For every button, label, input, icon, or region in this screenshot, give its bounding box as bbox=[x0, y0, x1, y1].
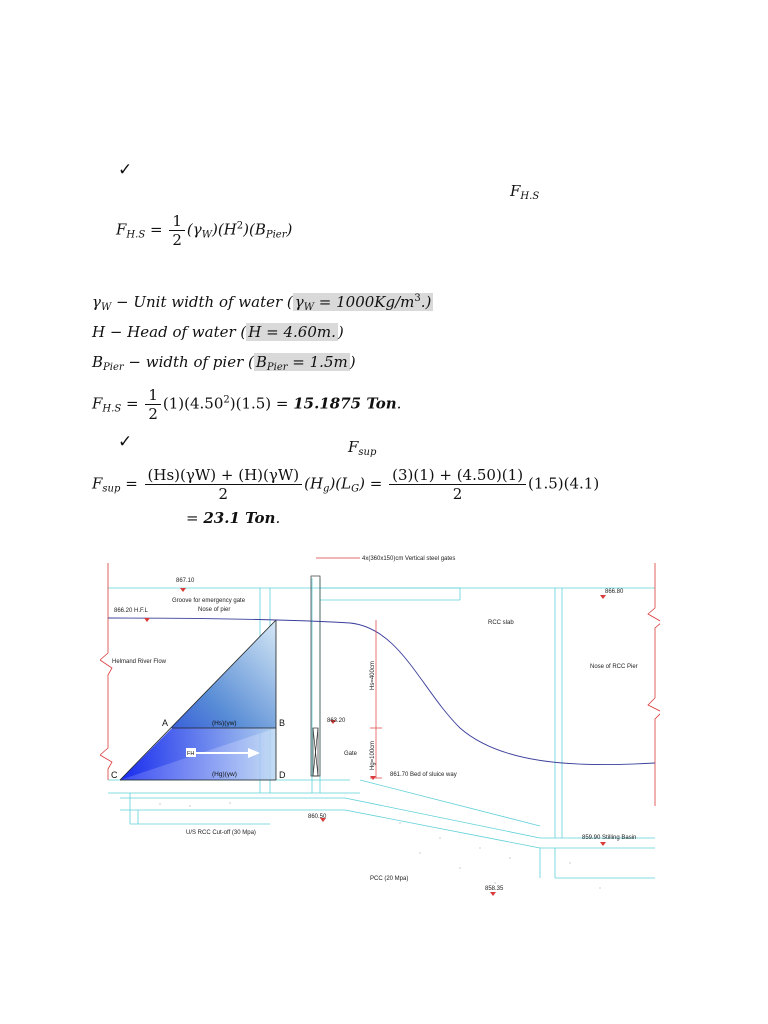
equation-fhs-result: $F_{H.S}$ = $\frac{1}{2}$ $(1)(4.50^2)(1.5) = 15.1875$ Ton. bbox=[92, 386, 402, 423]
point-d: D bbox=[279, 770, 286, 780]
label-level-866-80: 866.80 bbox=[605, 589, 624, 595]
equation-fsup-result: = 23.1 Ton. bbox=[186, 509, 281, 527]
checkmark-2: ✓ bbox=[118, 432, 133, 452]
point-a: A bbox=[162, 718, 169, 728]
label-vertical-steel-gates: 4x(360x150)cm Vertical steel gates bbox=[362, 556, 456, 562]
equation-fhs-formula: $F_{H.S}$ = $\frac{1}{2}$ $(\gamma_W)(H^2)(B_{Pier})$ bbox=[116, 212, 293, 249]
label-level-867: 867.10 bbox=[176, 578, 195, 584]
label-stilling-basin: 859.90 Stilling Basin bbox=[582, 835, 637, 841]
label-hg-gamma-w: (Hg)(γw) bbox=[212, 771, 237, 778]
label-level-860: 860.50 bbox=[308, 814, 327, 820]
sluice-cross-section-drawing bbox=[100, 548, 660, 908]
label-us-rcc-cutoff: U/S RCC Cut-off (30 Mpa) bbox=[186, 830, 256, 836]
point-c: C bbox=[111, 770, 118, 780]
label-groove-emergency-gate: Groove for emergency gate bbox=[172, 598, 246, 604]
definition-gamma: $\gamma_W$ − Unit width of water ( $\gamma_W = 1000Kg/m^3$.) bbox=[92, 293, 432, 313]
fsup-heading: $F_{sup}$ bbox=[348, 438, 377, 458]
equation-fsup-formula: $F_{sup}$ = $\frac{(Hs)(\gamma W) + (H)(\gamma W)}{2}$ $(H_g)(L_G)$ = $\frac{(3)(1) + (4.50)(1)}{2}$ (1.5)(4.1) bbox=[92, 466, 600, 503]
label-level-863: 863.20 bbox=[327, 718, 346, 724]
fhs-heading: $F_{H.S}$ bbox=[510, 182, 540, 202]
label-nose-of-pier: Nose of pier bbox=[198, 607, 231, 613]
label-gate: Gate bbox=[344, 751, 358, 757]
checkmark-1: ✓ bbox=[118, 160, 133, 180]
definition-head: H − Head of water ( H = 4.60m. ) bbox=[92, 323, 344, 341]
label-pcc: PCC (20 Mpa) bbox=[370, 876, 409, 882]
label-force-fh: FH bbox=[187, 751, 195, 757]
label-hs-gamma-w: (Hs)(γw) bbox=[212, 720, 237, 727]
point-b: B bbox=[279, 718, 286, 728]
label-hs: Hs=400cm bbox=[370, 661, 376, 690]
label-river-flow: Helmand River Flow bbox=[112, 659, 167, 665]
label-hg: Hg=100cm bbox=[370, 740, 376, 770]
label-bed-sluice-way: 861.70 Bed of sluice way bbox=[390, 772, 457, 778]
label-nose-rcc-pier: Nose of RCC Pier bbox=[590, 664, 638, 670]
label-level-858: 858.35 bbox=[485, 886, 504, 892]
definition-pier-width: $B_{Pier}$ − width of pier ( $B_{Pier} = 1.5m$ ) bbox=[92, 353, 356, 373]
label-hfl: 866.20 H.F.L bbox=[114, 608, 149, 614]
label-rcc-slab: RCC slab bbox=[488, 620, 514, 626]
